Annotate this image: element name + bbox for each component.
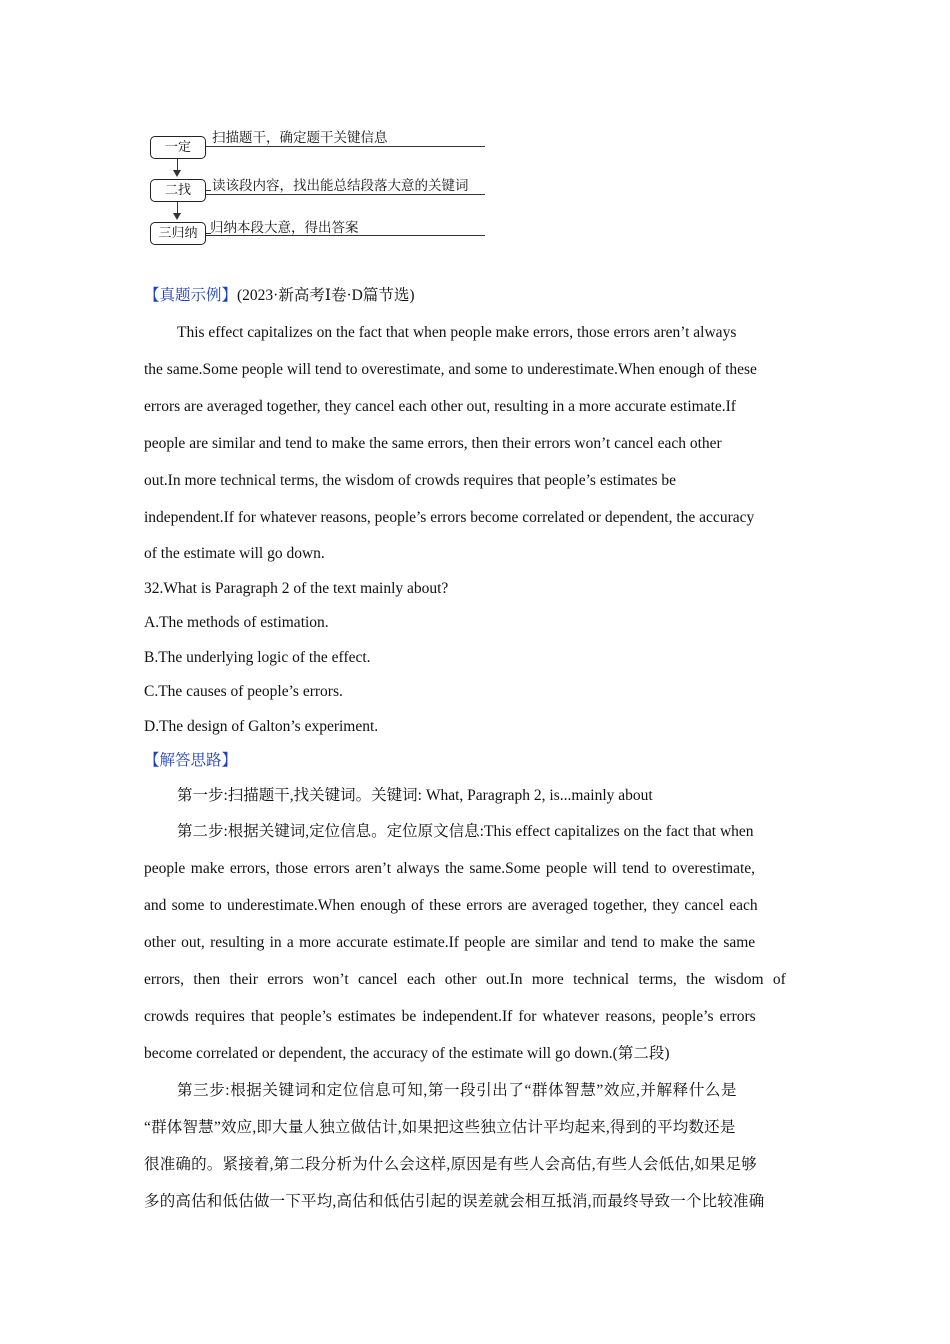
option-b: B.The underlying logic of the effect. <box>144 648 371 666</box>
flow-step-3-underline <box>206 235 485 236</box>
step2-line: become correlated or dependent, the accuracy of the estimate will go down.(第二段) <box>144 1045 670 1062</box>
passage-line: the same.Some people will tend to overestimate, and some to underestimate.When enough of these <box>144 360 757 378</box>
step3-line: 第三步:根据关键词和定位信息可知,第一段引出了“群体智慧”效应,并解释什么是 <box>177 1082 738 1099</box>
flow-connector-2 <box>206 190 211 191</box>
step2-line: 第二步:根据关键词,定位信息。定位原文信息:This effect capitalizes on the fact that when <box>177 823 754 840</box>
passage-line: This effect capitalizes on the fact that when people make errors, those errors aren’t always <box>177 323 737 341</box>
down-arrow-icon <box>173 213 181 220</box>
passage-line: people are similar and tend to make the same errors, then their errors won’t cancel each other <box>144 434 722 452</box>
step3-line: “群体智慧”效应,即大量人独立做估计,如果把这些独立估计平均起来,得到的平均数还是 <box>144 1119 736 1136</box>
example-heading <box>144 279 806 314</box>
flow-step-2-box <box>150 179 206 202</box>
example-tag: 【真题示例】 <box>144 287 238 304</box>
passage-line: of the estimate will go down. <box>144 544 325 562</box>
flow-step-3-box <box>150 222 206 245</box>
step2-line: and some to underestimate.When enough of these errors are averaged together, they cancel each <box>144 897 758 914</box>
flow-step-1-description: 扫描题干，确定题干关键信息 <box>212 130 388 146</box>
step2-line: other out, resulting in a more accurate estimate.If people are similar and tend to make the same <box>144 934 756 951</box>
flow-step-1-label: 一定 <box>164 140 191 155</box>
step3-line: 多的高估和低估做一下平均,高估和低估引起的误差就会相互抵消,而最终导致一个比较准确 <box>144 1193 765 1210</box>
step2-line: errors, then their errors won’t cancel each other out.In more technical terms, the wisdom of <box>144 971 786 988</box>
method-flowchart <box>150 124 490 249</box>
solution-tag: 【解答思路】 <box>144 752 238 769</box>
solution-step3 <box>144 1072 806 1220</box>
down-arrow-icon <box>173 170 181 177</box>
flow-step-2-underline <box>206 194 485 195</box>
flow-step-2-label: 二找 <box>164 183 191 198</box>
passage-line: errors are averaged together, they cancel each other out, resulting in a more accurate estimate.If <box>144 397 736 415</box>
example-source: (2023·新高考Ⅰ卷·D篇节选) <box>237 287 415 304</box>
flow-step-3-label: 三归纳 <box>158 226 198 241</box>
option-d: D.The design of Galton’s experiment. <box>144 717 379 735</box>
flow-step-1-underline <box>206 146 485 147</box>
flow-step-3-description: 归纳本段大意，得出答案 <box>210 220 359 236</box>
solution-step2 <box>144 813 806 1072</box>
main-text <box>144 279 806 1220</box>
option-a: A.The methods of estimation. <box>144 614 329 631</box>
step3-line: 很准确的。紧接着,第二段分析为什么会这样,原因是有些人会高估,有些人会低估,如果足够 <box>144 1156 757 1173</box>
solution-step1: 第一步:扫描题干,找关键词。关键词: What, Paragraph 2, is...mainly about <box>177 786 653 804</box>
flow-step-2-description: 读该段内容，找出能总结段落大意的关键词 <box>212 178 469 194</box>
passage-line: independent.If for whatever reasons, people’s errors become correlated or dependent, the accuracy <box>144 508 755 526</box>
option-c: C.The causes of people’s errors. <box>144 683 343 700</box>
question-stem: 32.What is Paragraph 2 of the text mainly about? <box>144 579 449 597</box>
passage-line: out.In more technical terms, the wisdom of crowds requires that people’s estimates be <box>144 471 677 489</box>
step2-line: people make errors, those errors aren’t always the same.Some people will tend to overestimate, <box>144 860 756 877</box>
flow-step-1-box <box>150 136 206 159</box>
step2-line: crowds requires that people’s estimates be independent.If for whatever reasons, people’s errors <box>144 1008 756 1025</box>
example-passage <box>144 314 806 572</box>
